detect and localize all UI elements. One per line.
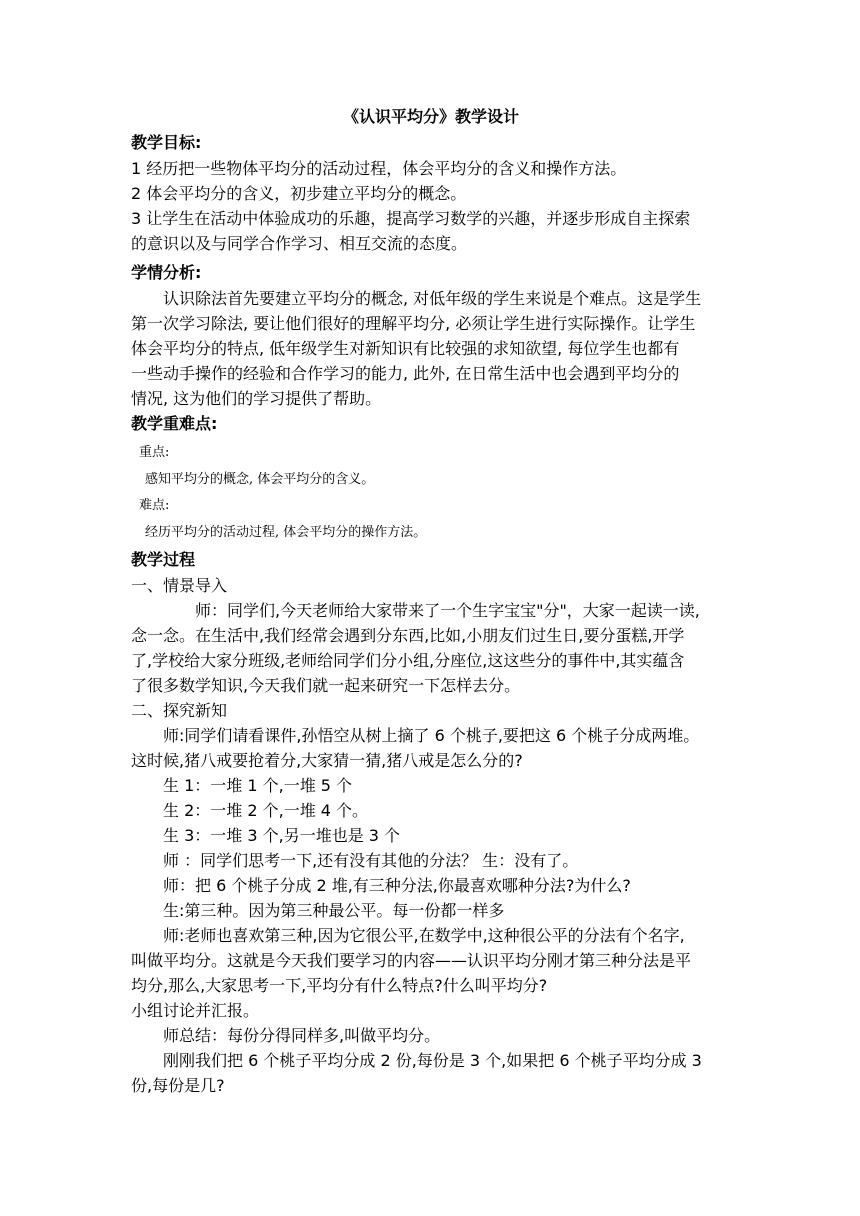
analysis-line-2: 第一次学习除法, 要让他们很好的理解平均分, 必须让学生进行实际操作。让学生 (131, 314, 696, 333)
teacher-explain-2: 叫做平均分。这就是今天我们要学习的内容——认识平均分刚才第三种分法是平 (131, 951, 692, 970)
analysis-line-3: 体会平均分的特点, 低年级学生对新知识有比较强的求知欲望, 每位学生也都有 (131, 339, 680, 358)
section2-title: 二、探究新知 (131, 701, 228, 720)
analysis-heading: 学情分析: (131, 263, 202, 282)
goals-heading: 教学目标: (131, 133, 202, 152)
goal-item-2: 2 体会平均分的含义，初步建立平均分的概念。 (131, 184, 467, 203)
teacher-explain-1: 师:老师也喜欢第三种,因为它很公平,在数学中,这种很公平的分法有个名字, (163, 926, 685, 945)
dialogue-line-6: 生:第三种。因为第三种最公平。每一份都一样多 (163, 901, 505, 920)
difficulty-label: 难点: (139, 498, 170, 513)
dialogue-line-5: 师：把 6 个桃子分成 2 堆,有三种分法,你最喜欢哪种分法?为什么? (163, 876, 631, 895)
group-report: 小组讨论并汇报。 (131, 1001, 260, 1020)
teacher-summary: 师总结：每份分得同样多,叫做平均分。 (163, 1026, 441, 1045)
goal-item-1: 1 经历把一些物体平均分的活动过程，体会平均分的含义和操作方法。 (131, 159, 627, 178)
focus-text: 感知平均分的概念, 体会平均分的含义。 (145, 472, 375, 487)
section1-title: 一、情景导入 (131, 576, 228, 595)
section2-intro-2: 这时候,猪八戒要抢着分,大家猜一猜,猪八戒是怎么分的? (131, 751, 523, 770)
analysis-line-5: 情况, 这为他们的学习提供了帮助。 (131, 389, 382, 408)
analysis-line-1: 认识除法首先要建立平均分的概念, 对低年级的学生来说是个难点。这是学生 (163, 289, 702, 308)
dialogue-line-4: 师 ：同学们思考一下,还有没有其他的分法？ 生：没有了。 (163, 851, 579, 870)
section2-intro-1: 师:同学们请看课件,孙悟空从树上摘了 6 个桃子,要把这 6 个桃子分成两堆。 (163, 726, 700, 745)
teacher-explain-3: 均分,那么,大家思考一下,平均分有什么特点?什么叫平均分? (131, 976, 548, 995)
dialogue-line-2: 生 2：一堆 2 个,一堆 4 个。 (163, 801, 369, 820)
final-line-1: 刚刚我们把 6 个桃子平均分成 2 份,每份是 3 个,如果把 6 个桃子平均分成 3 (163, 1051, 702, 1070)
document-page (131, 104, 731, 1098)
goal-item-3-cont: 的意识以及与同学合作学习、相互交流的态度。 (131, 234, 468, 253)
final-line-2: 份,每份是几? (131, 1076, 225, 1095)
process-heading: 教学过程 (131, 550, 196, 569)
section1-line-4: 了很多数学知识,今天我们就一起来研究一下怎样去分。 (131, 676, 521, 695)
section1-line-3: 了,学校给大家分班级,老师给同学们分小组,分座位,这这些分的事件中,其实蕴含 (131, 651, 685, 670)
dialogue-line-1: 生 1：一堆 1 个,一堆 5 个 (163, 776, 353, 795)
document-title: 《认识平均分》教学设计 (342, 107, 519, 126)
section1-line-1: 师：同学们,今天老师给大家带来了一个生字宝宝"分"，大家一起读一读, (195, 601, 700, 620)
dialogue-line-3: 生 3：一堆 3 个,另一堆也是 3 个 (163, 826, 401, 845)
focus-label: 重点: (139, 445, 170, 460)
goal-item-3: 3 让学生在活动中体验成功的乐趣，提高学习数学的兴趣，并逐步形成自主探索 (131, 209, 691, 228)
section1-line-2: 念一念。在生活中,我们经常会遇到分东西,比如,小朋友们过生日,要分蛋糕,开学 (131, 626, 685, 645)
difficulty-text: 经历平均分的活动过程, 体会平均分的操作方法。 (145, 525, 427, 540)
analysis-line-4: 一些动手操作的经验和合作学习的能力, 此外, 在日常生活中也会遇到平均分的 (131, 364, 680, 383)
key-points-heading: 教学重难点: (131, 414, 218, 433)
